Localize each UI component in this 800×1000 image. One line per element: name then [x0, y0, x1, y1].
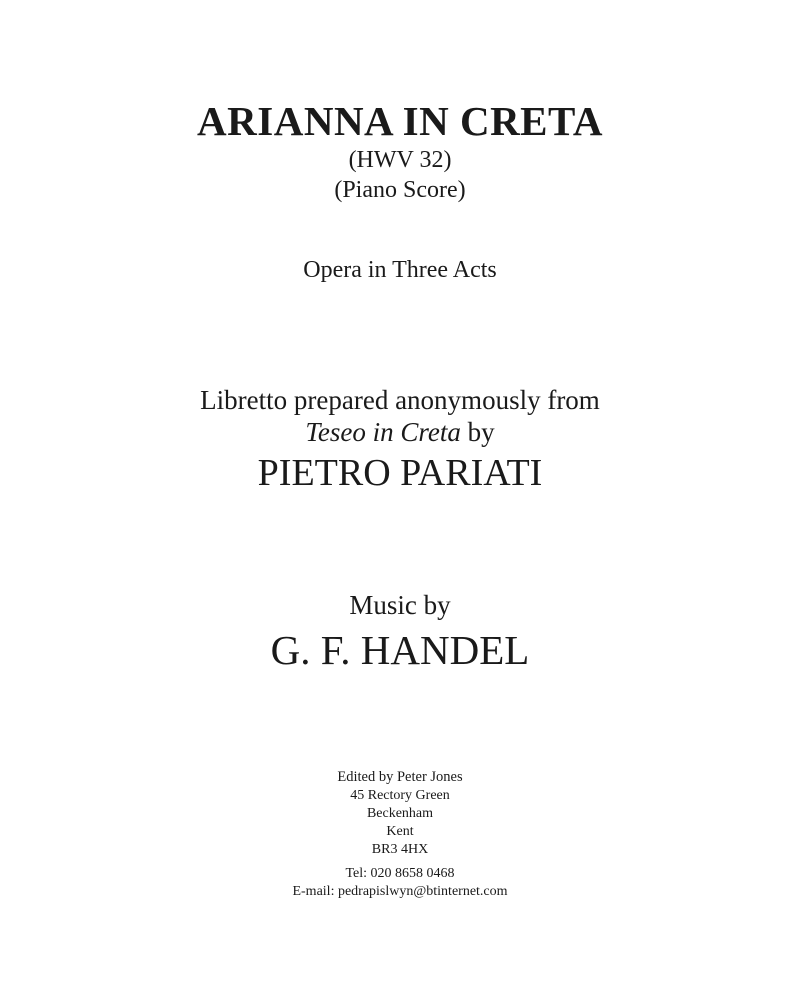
music-by-label: Music by	[349, 590, 451, 620]
by-text: by	[460, 417, 495, 447]
address-line: Kent	[386, 824, 414, 839]
telephone: Tel: 020 8658 0468	[345, 866, 455, 881]
genre-line: Opera in Three Acts	[303, 257, 497, 283]
libretto-source-line	[0, 419, 800, 446]
composer-name: G. F. HANDEL	[270, 627, 530, 673]
address-line: 45 Rectory Green	[350, 788, 450, 803]
address-line: Beckenham	[366, 806, 434, 821]
work-title: ARIANNA IN CRETA	[197, 98, 603, 144]
address-line: BR3 4HX	[371, 842, 429, 857]
librettist-name: PIETRO PARIATI	[257, 452, 543, 494]
source-work-title: Teseo in Creta	[305, 417, 461, 447]
email-address: E-mail: pedrapislwyn@btinternet.com	[292, 884, 508, 899]
editor-name: Edited by Peter Jones	[337, 769, 463, 785]
catalogue-number: (HWV 32)	[348, 147, 452, 173]
edition-type: (Piano Score)	[334, 177, 466, 203]
libretto-line: Libretto prepared anonymously from	[200, 385, 600, 415]
